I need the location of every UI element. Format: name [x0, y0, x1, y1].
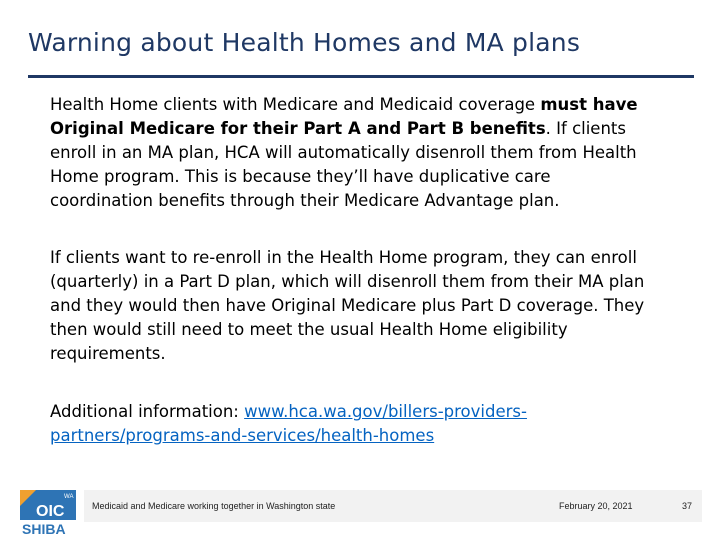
slide-title: Warning about Health Homes and MA plans — [28, 28, 581, 57]
logo-oic-text: OIC — [36, 503, 65, 520]
paragraph-warning-intro: Health Home clients with Medicare and Medicaid coverage — [50, 95, 541, 114]
paragraph-warning-rest: . If clients enroll in an MA plan, HCA will automatically disenroll them from Health Home program. This is because they’ll have duplicative care coordination benefits through their Medicare Advantage plan. — [50, 119, 637, 210]
oic-shiba-logo — [20, 484, 76, 536]
logo-shiba-text: SHIBA — [22, 521, 66, 536]
paragraph-additional-info — [50, 400, 650, 448]
additional-info-label: Additional information: — [50, 402, 245, 421]
paragraph-warning-bold: must have Original Medicare for their Part A and Part B benefits — [50, 95, 638, 138]
footer-date: February 20, 2021 — [559, 501, 633, 511]
paragraph-reenroll: If clients want to re-enroll in the Health Home program, they can enroll (quarterly) in a Part D plan, which will disenroll them from their MA plan and they would then have Original Medicare plus Part D coverage. They then would still need to meet the usual Health Home eligibility requirements. — [50, 248, 645, 363]
health-homes-link[interactable]: www.hca.wa.gov/billers-providers-partners/programs-and-services/health-homes — [50, 402, 527, 445]
footer-caption: Medicaid and Medicare working together in Washington state — [92, 501, 336, 511]
logo-wa-text: WA — [64, 494, 74, 500]
title-underline — [28, 75, 694, 78]
paragraph-warning — [50, 93, 650, 213]
page-number: 37 — [682, 501, 693, 511]
